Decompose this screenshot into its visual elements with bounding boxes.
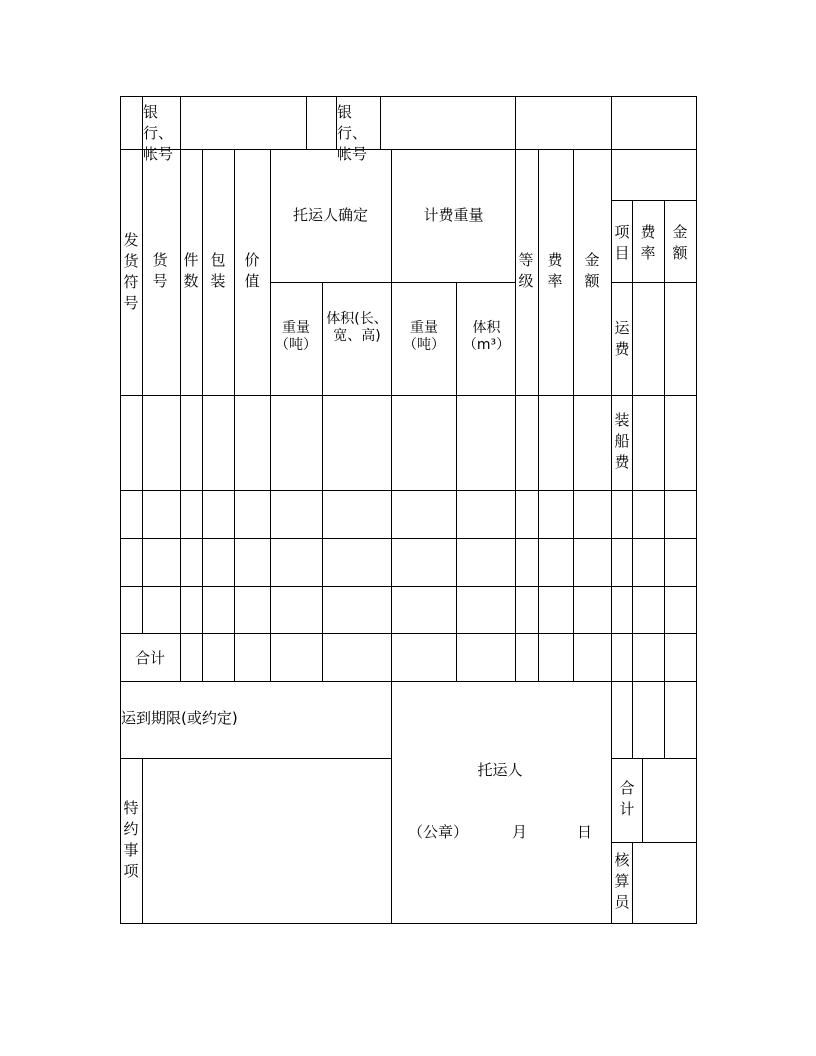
special-terms-label: 特约事项 (123, 799, 139, 880)
rule (142, 149, 143, 634)
rule (306, 96, 307, 150)
weight-ton-label-1: 重量（吨） (275, 320, 317, 353)
amount-label: 金额 (584, 251, 600, 290)
rule (322, 282, 323, 682)
loading-fee-label: 装船费 (614, 411, 630, 471)
rule (611, 96, 612, 924)
rule (202, 149, 203, 682)
grade-label: 等级 (518, 251, 534, 290)
item-label: 项目 (614, 223, 630, 262)
rule (120, 758, 391, 759)
rule (142, 758, 143, 924)
sum-label: 合计 (619, 779, 635, 818)
rule (642, 758, 643, 843)
subtotal-label: 合计 (134, 649, 165, 667)
month-label: 月 (512, 823, 528, 841)
rate-label: 费率 (547, 251, 563, 290)
charge-weight-label: 计费重量 (423, 206, 484, 224)
rule (515, 96, 516, 682)
auditor-label: 核算员 (614, 851, 630, 911)
rule (270, 149, 271, 682)
day-label: 日 (577, 823, 593, 841)
volume-lwh-label: 体积(长、宽、高) (326, 311, 388, 344)
rule (270, 282, 516, 283)
fee-amount-label: 金额 (672, 223, 688, 262)
weight-ton-label-2: 重量（吨） (403, 320, 445, 353)
rule (632, 200, 633, 758)
rule (573, 149, 574, 682)
pieces-label: 件数 (183, 251, 199, 290)
shipper-label: 托运人 (477, 761, 523, 779)
rule (632, 842, 633, 924)
border-right (696, 96, 697, 924)
rule (611, 758, 697, 759)
bank-account-right-label: 银行、帐号 (337, 103, 368, 163)
freight-label: 运费 (614, 319, 630, 358)
rule (611, 842, 697, 843)
mark-label: 发货符号 (123, 231, 139, 312)
delivery-deadline-label: 运到期限(或约定) (121, 709, 238, 727)
rule (180, 149, 181, 682)
goods-no-label: 货号 (152, 251, 168, 290)
packing-label: 包装 (210, 251, 226, 290)
rule (611, 200, 697, 201)
volume-m3-label: 体积（m³） (462, 320, 511, 353)
rule (234, 149, 235, 682)
rule (538, 149, 539, 682)
seal-label: （公章） (408, 823, 469, 841)
bank-account-left-label: 银行、帐号 (143, 103, 174, 163)
rule (456, 282, 457, 682)
rule (664, 200, 665, 758)
rule (611, 282, 697, 283)
shipper-confirm-label: 托运人确定 (292, 206, 368, 224)
value-label: 价值 (244, 251, 260, 290)
rule (391, 149, 392, 924)
fee-rate-label: 费率 (640, 223, 656, 262)
